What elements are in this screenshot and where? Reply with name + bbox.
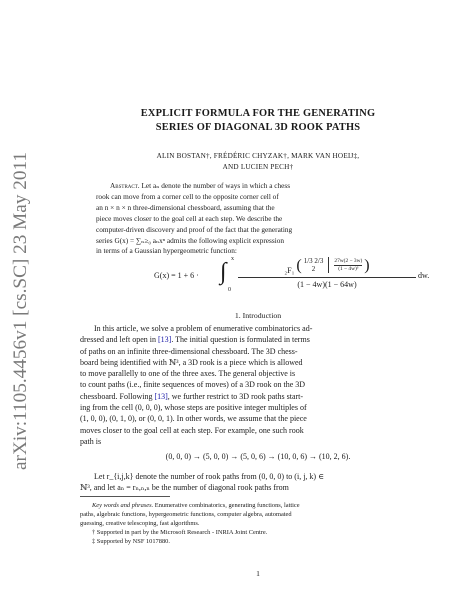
- introduction-paragraph: [80, 323, 436, 447]
- intro-line-8: ing from the cell (0, 0, 0), whose steps are positive integer multiples of: [80, 403, 307, 413]
- arxiv-sidebar-stamp: [4, 145, 34, 475]
- author-line-1: ALIN BOSTAN†, FRÉDÉRIC CHYZAK†, MARK VAN HOEIJ‡,: [156, 152, 360, 160]
- abstract-line-5: computer-driven discovery and proof of the fact that the generating: [96, 224, 293, 234]
- section-heading: 1. Introduction: [234, 311, 282, 320]
- intro-line-4: board being identified with ℕ³, a 3D rook is a piece which is allowed: [80, 357, 303, 367]
- example-rook-path: (0, 0, 0) → (5, 0, 0) → (5, 0, 6) → (10, 0, 6) → (10, 2, 6).: [165, 452, 351, 461]
- fraction-denominator: (1 − 4w)(1 − 64w): [297, 280, 357, 289]
- argument-numerator: 27w(2 − 3w): [334, 258, 363, 265]
- intro-line-7: chessboard. Following [13], we further restrict to 3D rook paths start-: [80, 391, 304, 401]
- keywords-text: Enumerative combinatorics, generating functions, lattice: [154, 502, 300, 509]
- intro-line-1: In this article, we solve a problem of enumerative combinatorics ad-: [94, 324, 313, 333]
- author-list: [80, 151, 436, 173]
- formula-differential: dw.: [418, 271, 430, 280]
- continuation-line-2: ℕ³, and let aₙ = rₙ,ₙ,ₙ be the number of diagonal rook paths from: [80, 483, 289, 493]
- abstract-line-6: series G(x) = ∑ₙ≥₀ aₙxⁿ admits the following explicit expression: [96, 235, 285, 245]
- intro-line-10: moves closer to the goal cell at each step. For example, one such rook: [80, 425, 304, 435]
- intro-line-6: to count paths (i.e., finite sequences of moves) of a 3D rook on the 3D: [80, 380, 306, 390]
- hypergeometric-separator: [328, 257, 329, 273]
- hypergeometric-top-params: 1/3 2/3: [303, 257, 324, 266]
- integral-upper-limit: x: [231, 256, 234, 262]
- abstract-line-3: an n × n × n three-dimensional chessboard, assuming that the: [96, 202, 275, 212]
- integral-lower-limit: 0: [228, 287, 231, 293]
- keywords-line-2: paths, algebraic functions, hypergeometric functions, computer algebra, automated: [80, 511, 292, 518]
- left-paren: (: [296, 257, 302, 274]
- intro-line-9: (1, 0, 0), (0, 1, 0), or (0, 0, 1). In other words, we assume that the piece: [80, 414, 307, 424]
- fraction-bar: [238, 277, 416, 278]
- abstract: [96, 181, 418, 257]
- abstract-line-4: piece moves closer to the goal cell at each step. We describe the: [96, 213, 283, 223]
- right-paren: ): [364, 257, 370, 274]
- hypergeometric-argument: [334, 258, 362, 272]
- intro-line-11: path is: [80, 436, 102, 446]
- support-footnote-1: † Supported in part by the Microsoft Research - INRIA Joint Centre.: [92, 529, 268, 536]
- keywords-label: Key words and phrases.: [92, 502, 154, 509]
- author-line-2: AND LUCIEN PECH†: [222, 163, 294, 171]
- hypergeometric-symbol: ₂F₁: [284, 266, 295, 275]
- intro-line-2: dressed and left open in [13]. The initial question is formulated in terms: [80, 335, 310, 345]
- title-line-2: SERIES OF DIAGONAL 3D ROOK PATHS: [155, 122, 361, 133]
- citation-13[interactable]: [13]: [157, 335, 172, 345]
- footnotes: [80, 501, 436, 546]
- page-number: 1: [256, 569, 260, 578]
- title-line-1: EXPLICIT FORMULA FOR THE GENERATING: [140, 108, 376, 119]
- generating-function-formula: [96, 254, 436, 300]
- paper-title: [80, 107, 436, 135]
- arxiv-identifier: arXiv:1105.4456v1 [cs.SC] 23 May 2011: [11, 164, 31, 470]
- hypergeometric-params: [304, 257, 324, 273]
- abstract-line-7: in terms of a Gaussian hypergeometric function:: [96, 246, 237, 256]
- abstract-line-1: Abstract. Let aₙ denote the number of ways in which a chess: [110, 181, 291, 190]
- support-footnote-2: ‡ Supported by NSF 1017880.: [92, 538, 170, 545]
- keywords-line-1: [80, 501, 436, 510]
- intro-line-5: to move parallelly to one of the three axes. The general objective is: [80, 369, 296, 379]
- integral-sign: ∫: [220, 259, 227, 285]
- continuation-paragraph: [80, 471, 436, 494]
- intro-line-3: of paths on an infinite three-dimensional chessboard. The 3D chess-: [80, 346, 298, 356]
- footnote-rule: [80, 496, 170, 497]
- hypergeometric-bottom-param: 2: [311, 265, 316, 274]
- citation-13[interactable]: [13]: [154, 391, 168, 401]
- abstract-heading: Abstract.: [110, 181, 140, 190]
- keywords-line-3: guessing, creative telescoping, fast algorithms.: [80, 520, 200, 527]
- formula-lhs: G(x) = 1 + 6 ·: [154, 271, 199, 280]
- argument-denominator: (1 − 4w)³: [338, 265, 359, 272]
- fraction-numerator: [238, 254, 416, 276]
- continuation-line-1: Let r_{i,j,k} denote the number of rook paths from (0, 0, 0) to (i, j, k) ∈: [94, 472, 324, 481]
- abstract-line-2: rook can move from a corner cell to the opposite corner cell of: [96, 191, 279, 201]
